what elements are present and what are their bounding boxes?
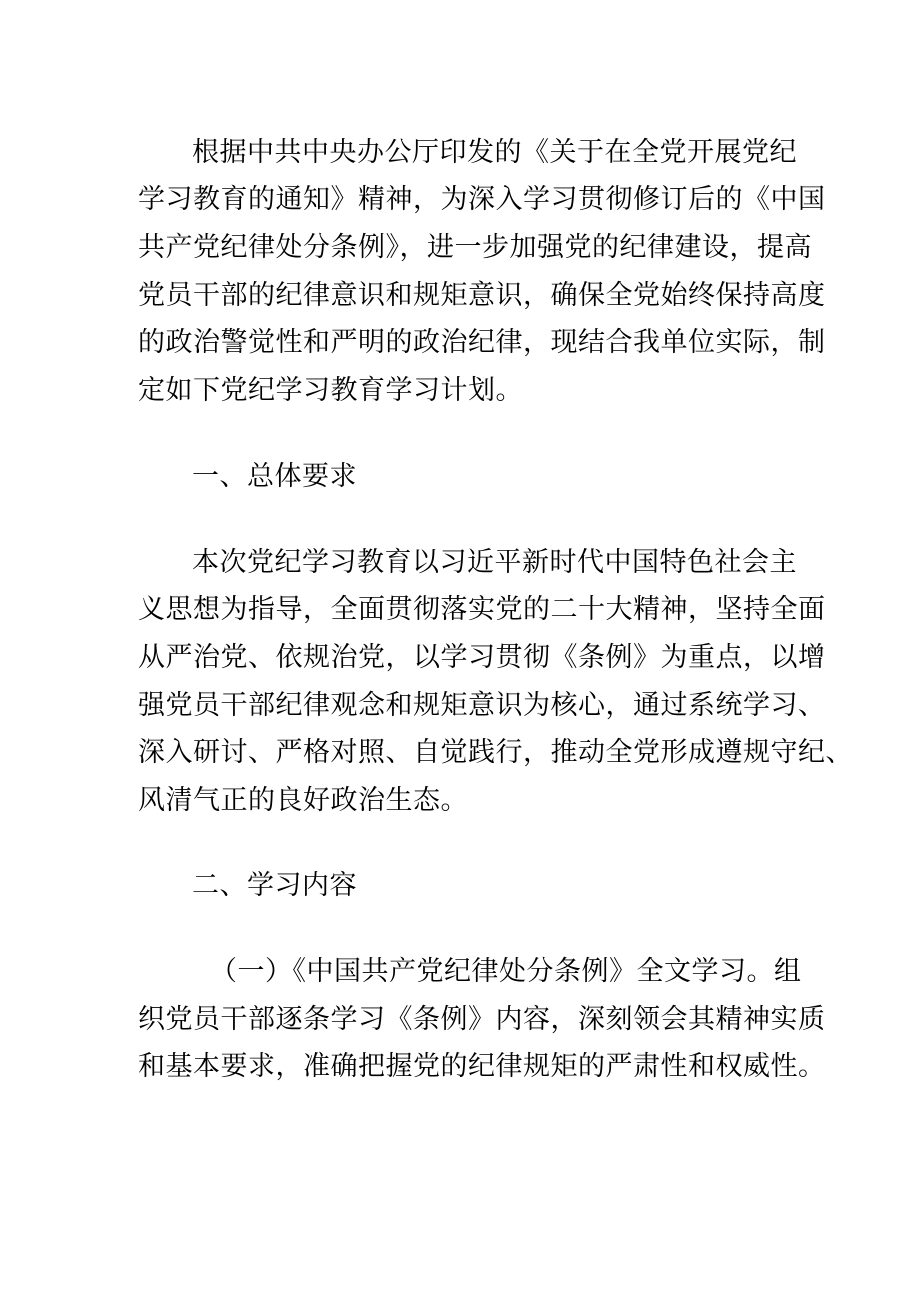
section-heading-2: 二、学习内容 — [192, 870, 357, 901]
paragraph-section1-line: 从严治党、依规治党，以学习贯彻《条例》为重点，以增 — [138, 642, 826, 673]
paragraph-section1-line: 深入研讨、严格对照、自觉践行，推动全党形成遵规守纪、 — [138, 737, 853, 768]
paragraph-section1-line: 风清气正的良好政治生态。 — [138, 785, 468, 816]
paragraph-intro-line: 学习教育的通知》精神，为深入学习贯彻修订后的《中国 — [138, 184, 826, 215]
paragraph-intro-line: 根据中共中央办公厅印发的《关于在全党开展党纪 — [192, 137, 797, 168]
paragraph-intro-line: 共产党纪律处分条例》，进一步加强党的纪律建设，提高 — [138, 232, 812, 263]
paragraph-section1-line: 强党员干部纪律观念和规矩意识为核心，通过系统学习、 — [138, 690, 826, 721]
section-heading-1: 一、总体要求 — [192, 461, 357, 492]
paragraph-intro-line: 定如下党纪学习教育学习计划。 — [138, 375, 523, 406]
paragraph-section1-line: 义思想为指导，全面贯彻落实党的二十大精神，坚持全面 — [138, 594, 826, 625]
paragraph-section2-item1-line: （一）《中国共产党纪律处分条例》全文学习。组 — [210, 956, 802, 987]
paragraph-intro-line: 党员干部的纪律意识和规矩意识，确保全党始终保持高度 — [138, 280, 826, 311]
paragraph-section1-line: 本次党纪学习教育以习近平新时代中国特色社会主 — [192, 547, 797, 578]
paragraph-section2-item1-line: 织党员干部逐条学习《条例》内容，深刻领会其精神实质 — [138, 1004, 826, 1035]
paragraph-section2-item1-line: 和基本要求，准确把握党的纪律规矩的严肃性和权威性。 — [138, 1051, 826, 1082]
paragraph-intro-line: 的政治警觉性和严明的政治纪律，现结合我单位实际，制 — [138, 327, 826, 358]
